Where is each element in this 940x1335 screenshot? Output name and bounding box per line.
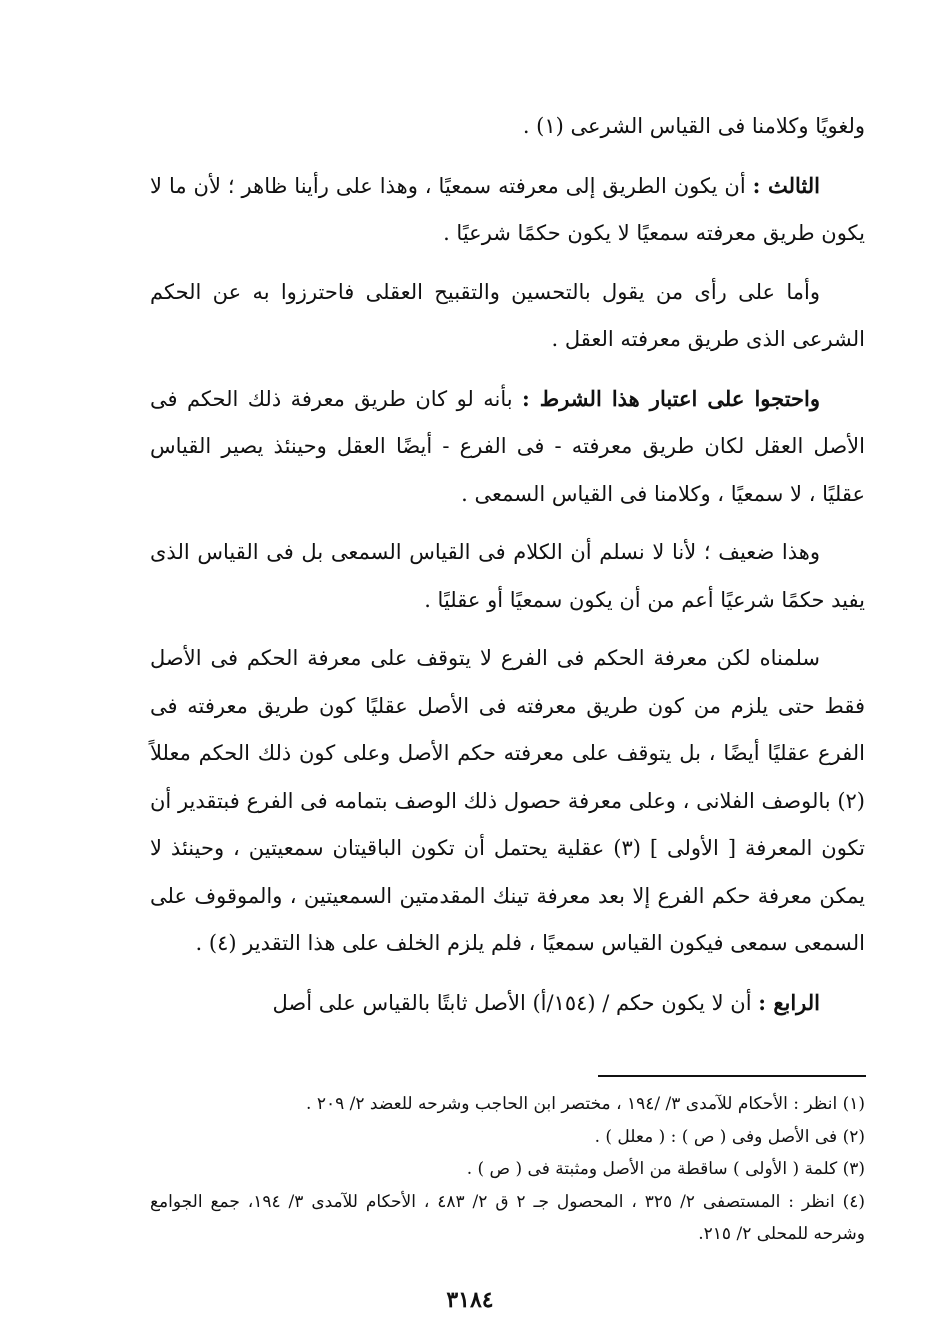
footnote-2: (٢) فى الأصل وفى ( ص ) : ( معلل ) . bbox=[594, 1126, 865, 1147]
main-text bbox=[150, 103, 865, 1027]
paragraph-5-text: وهذا ضعيف ؛ لأنا لا نسلم أن الكلام فى القياس السمعى بل فى القياس الذى يفيد حكمًا شرعيًا أعم من أن يكون سمعيًا أو عقليًا . bbox=[150, 540, 865, 612]
paragraph-4 bbox=[150, 375, 865, 519]
paragraph-7-text: أن لا يكون حكم / (١٥٤/أ) الأصل ثابتًا بالقياس على أصل bbox=[272, 990, 759, 1015]
paragraph-3 bbox=[150, 269, 865, 364]
footnote-3: (٣) كلمة ( الأولى ) ساقطة من الأصل ومثبتة فى ( ص ) . bbox=[466, 1159, 865, 1179]
paragraph-6 bbox=[150, 635, 865, 968]
paragraph-7 bbox=[150, 979, 865, 1028]
footnote-separator bbox=[598, 1075, 866, 1077]
paragraph-3-text: وأما على رأى من يقول بالتحسين والتقبيح العقلى فاحترزوا به عن الحكم الشرعى الذى طريق معرفته العقل . bbox=[150, 279, 865, 351]
paragraph-4-text: بأنه لو كان طريق معرفة ذلك الحكم فى الأصل العقل لكان طريق معرفته - فى الفرع - أيضًا العقل وحينئذ يصير القياس عقليًا ، لا سمعيًا ، وكلامنا فى القياس السمعى . bbox=[150, 386, 865, 506]
paragraph-1-text: ولغويًا وكلامنا فى القياس الشرعى (١) . bbox=[522, 114, 865, 138]
paragraph-2 bbox=[150, 162, 865, 258]
footnote-4: (٤) انظر : المستصفى ٢/ ٣٢٥ ، المحصول جـ ٢ ق ٢/ ٤٨٣ ، الأحكام للآمدى ٣/ ١٩٤، جمع الجوامع وشرحه للمحلى ٢/ ٢١٥. bbox=[150, 1191, 866, 1244]
page-number: ٣١٨٤ bbox=[446, 1287, 494, 1313]
paragraph-1 bbox=[150, 103, 865, 151]
paragraph-4-heading: واحتجوا على اعتبار هذا الشرط : bbox=[522, 385, 820, 411]
paragraph-6-text: سلمناه لكن معرفة الحكم فى الفرع لا يتوقف على معرفة الحكم فى الأصل فقط حتى يلزم من كون طريق معرفته فى الأصل عقليًا كون طريق معرفته فى الفرع عقليًا أيضًا ، بل يتوقف على معرفته حكم الأصل وعلى كون ذلك الحكم معللاً (٢) بالوصف الفلانى ، وعلى معرفة حصول ذلك الوصف بتمامه فى الفرع فبتقدير أن تكون المعرفة [ الأولى ] (٣) عقلية يحتمل أن تكون الباقيتان سمعيتين ، وحينئذ لا يمكن معرفة حكم الفرع إلا بعد معرفة تينك المقدمتين السمعيتين ، والموقوف على السمعى سمعى فيكون القياس سمعيًا ، فلم يلزم الخلف على هذا التقدير (٤) . bbox=[150, 646, 866, 955]
paragraph-2-heading: الثالث : bbox=[752, 172, 820, 198]
footnote-1: (١) انظر : الأحكام للآمدى ٣/ /١٩٤ ، مختصر ابن الحاجب وشرحه للعضد ٢/ ٢٠٩ . bbox=[306, 1094, 865, 1114]
paragraph-2-text: أن يكون الطريق إلى معرفته سمعيًا ، وهذا على رأينا ظاهر ؛ لأن ما لا يكون طريق معرفته سمعيًا لا يكون حكمًا شرعيًا . bbox=[150, 173, 865, 245]
paragraph-5 bbox=[150, 529, 865, 624]
paragraph-7-heading: الرابع : bbox=[758, 989, 820, 1015]
footnotes bbox=[150, 1088, 865, 1251]
